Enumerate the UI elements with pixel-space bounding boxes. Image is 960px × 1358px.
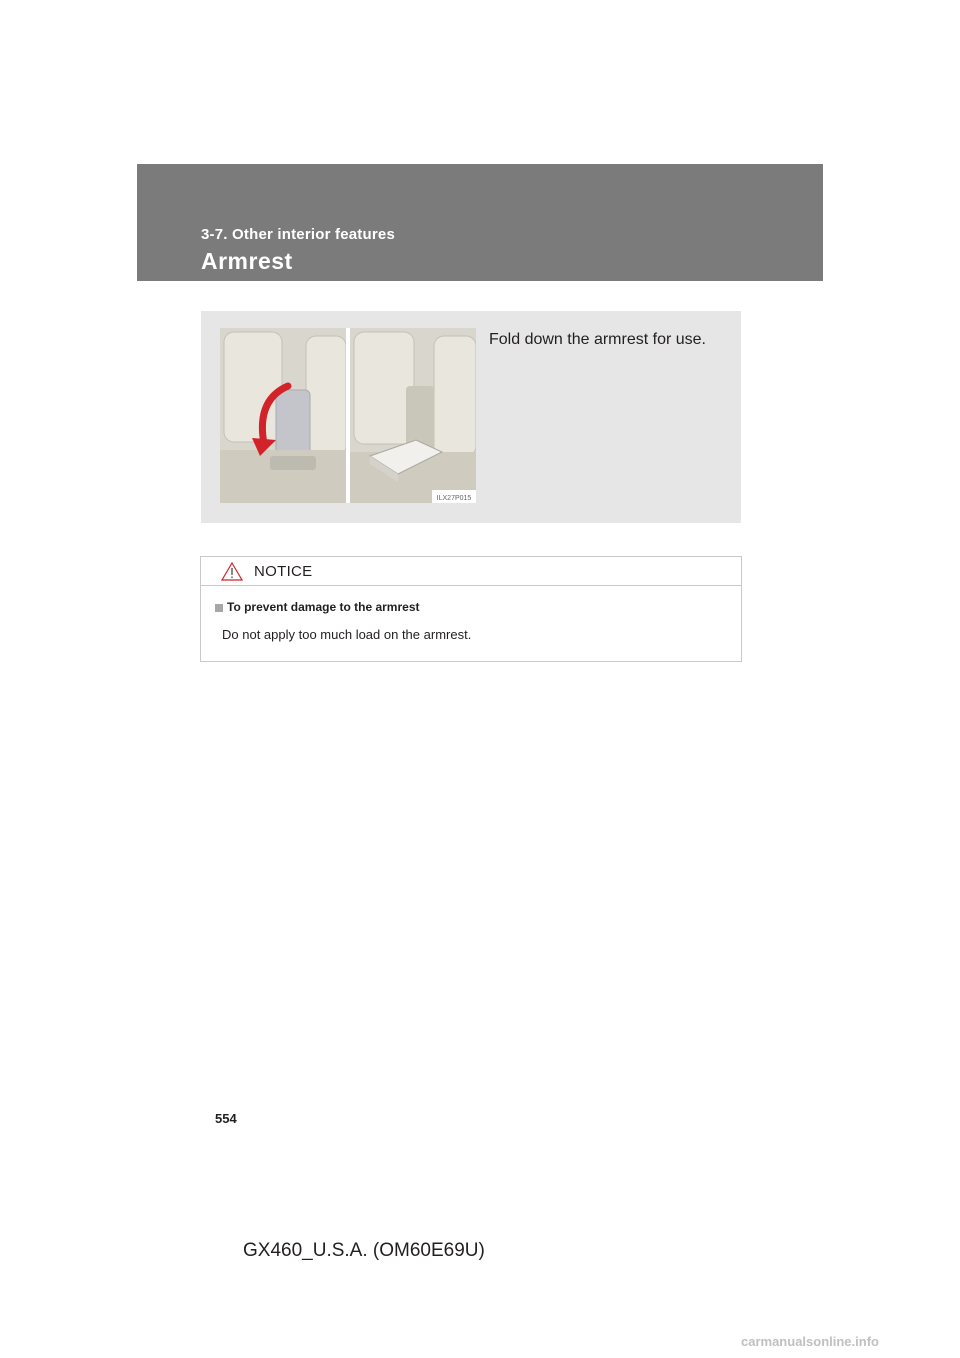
document-code: GX460_U.S.A. (OM60E69U) [243, 1240, 485, 1261]
notice-label: NOTICE [254, 563, 313, 580]
square-bullet-icon [215, 604, 223, 612]
header-band [137, 164, 823, 281]
page-number: 554 [215, 1111, 237, 1126]
armrest-illustration [220, 328, 476, 503]
watermark: carmanualsonline.info [741, 1334, 879, 1349]
section-label: 3-7. Other interior features [201, 226, 395, 243]
warning-triangle-icon [221, 562, 243, 581]
notice-subheading: To prevent damage to the armrest [227, 600, 420, 614]
notice-header [201, 557, 741, 586]
notice-body: Do not apply too much load on the armrest. [222, 627, 472, 642]
notice-box [200, 556, 742, 662]
image-code: ILX27P015 [436, 495, 472, 502]
instruction-text: Fold down the armrest for use. [489, 331, 706, 348]
page-title: Armrest [201, 248, 293, 274]
figure-box [201, 311, 741, 523]
